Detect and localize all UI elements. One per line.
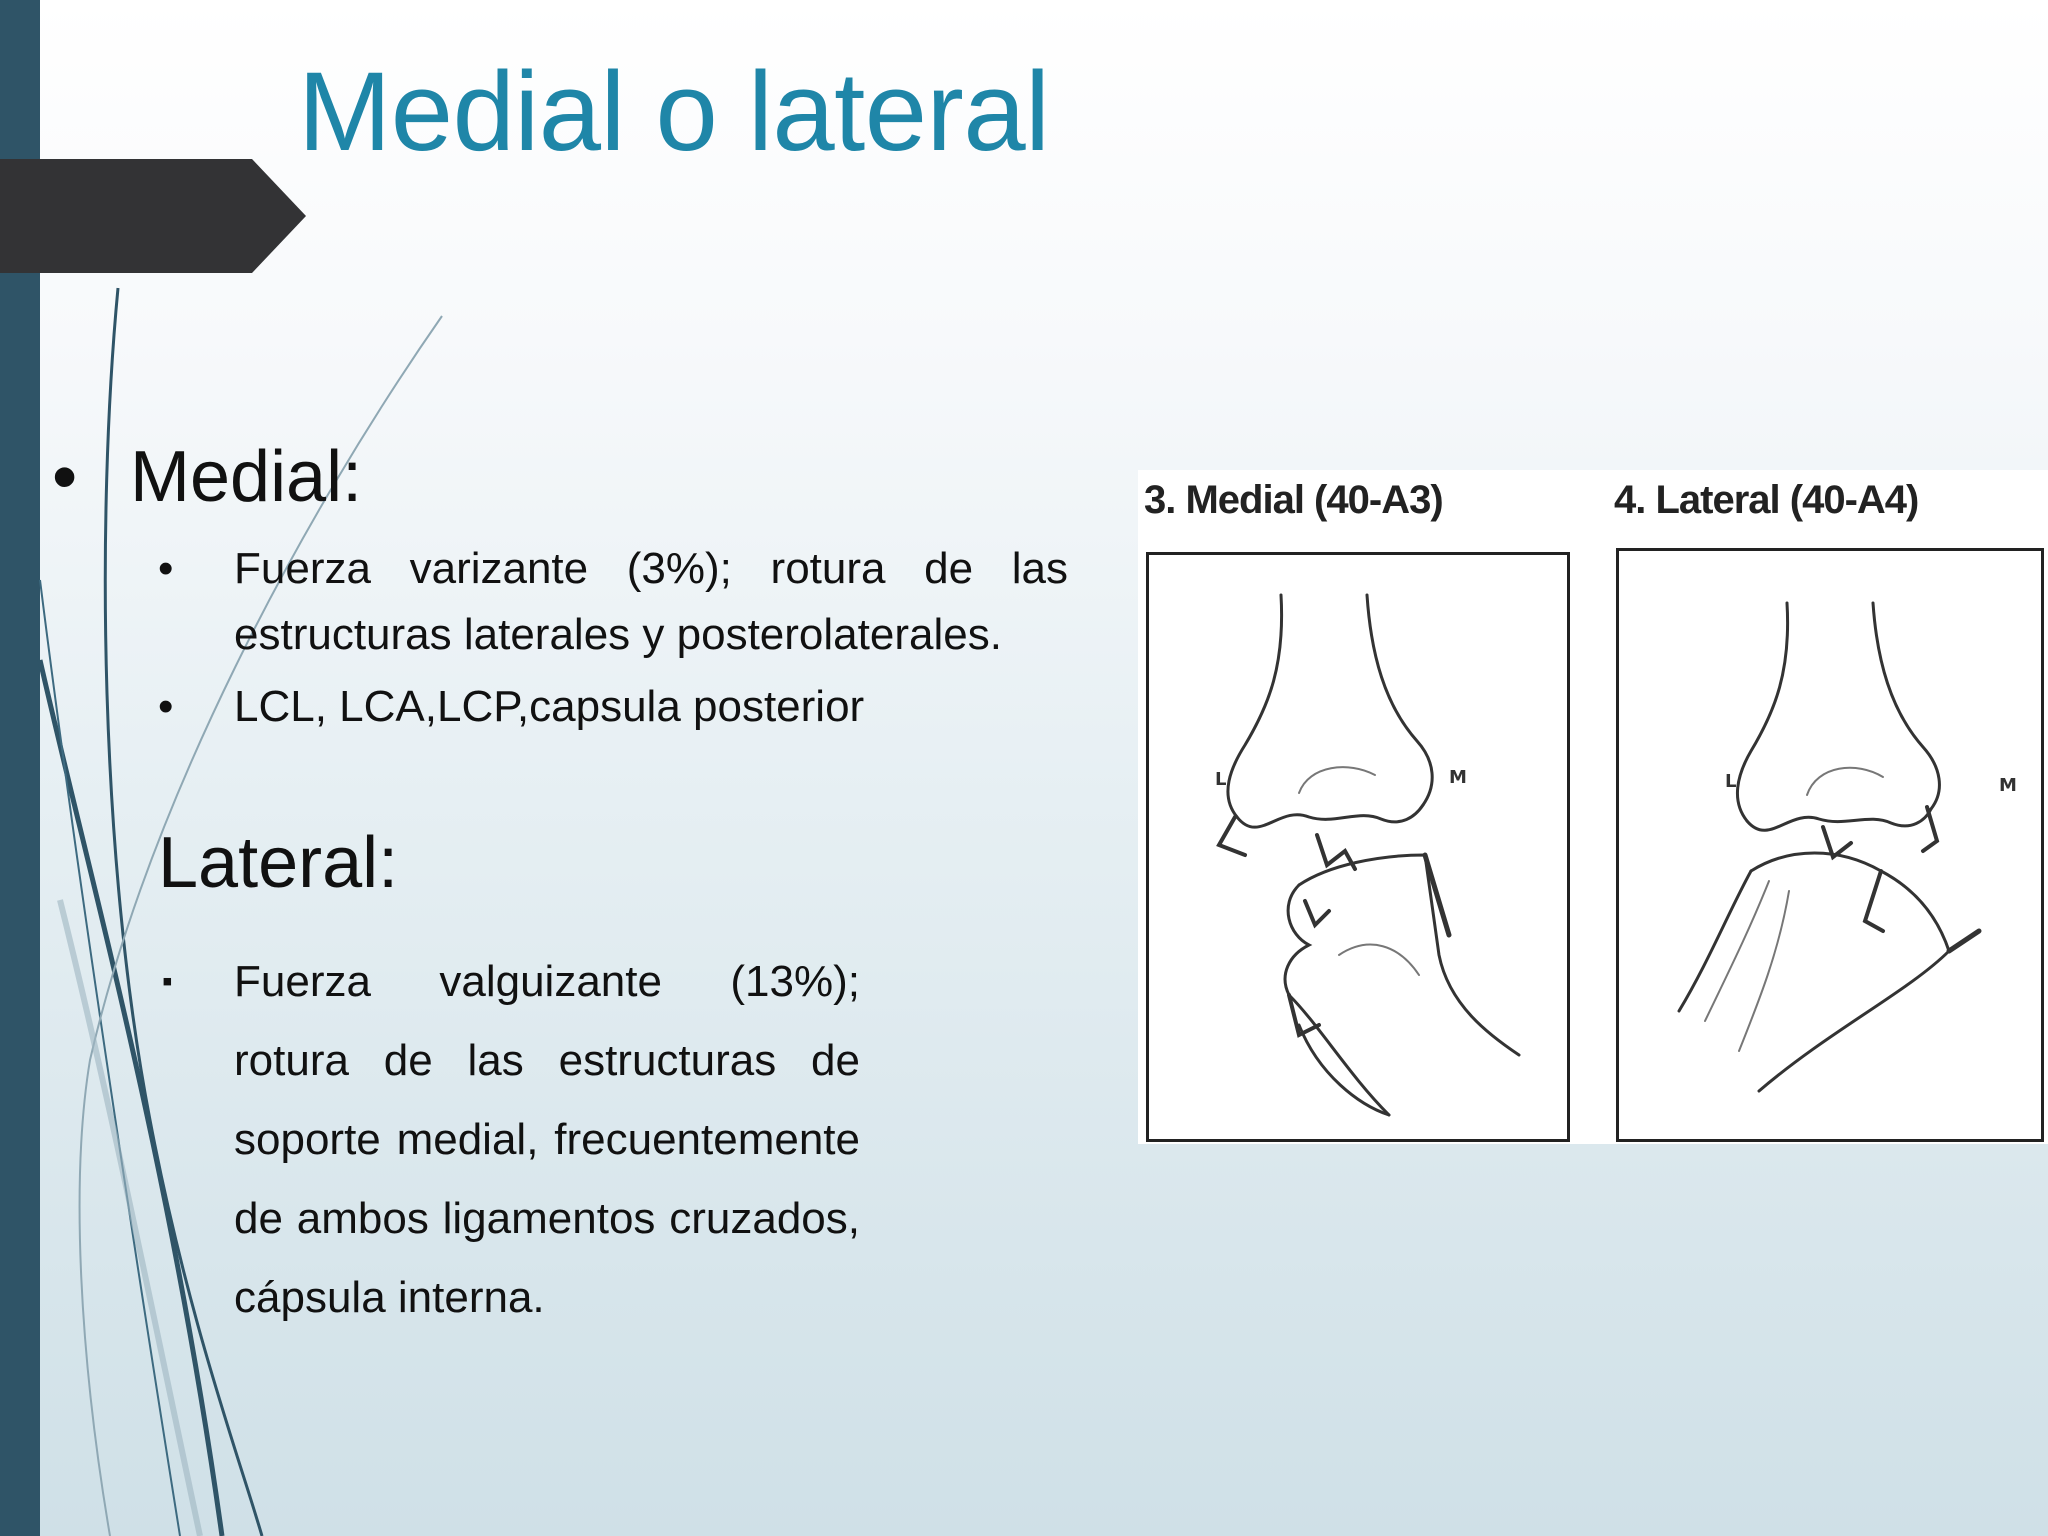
bullet-dot: • [158,682,174,731]
bullet-dot: • [158,544,174,593]
marker-left: L [1725,771,1737,792]
bullet-square: ▪ [162,965,173,998]
medial-dislocation-panel [1146,552,1570,1142]
figure-label-lateral: 4. Lateral (40-A4) [1614,478,1919,522]
medial-list [158,536,1068,740]
figure-label-medial: 3. Medial (40-A3) [1144,478,1443,522]
lateral-list [158,942,860,1337]
medial-item [158,536,1068,668]
medial-item [158,674,1068,740]
medial-item-text: Fuerza varizante (3%); rotura de las estructuras laterales y posterolaterales. [234,544,1068,659]
medial-dislocation-drawing [1149,555,1567,1139]
lateral-item-text: Fuerza valguizante (13%); rotura de las estructuras de soporte medial, frecuentemente de ambos ligamentos cruzados, cápsula interna. [234,957,860,1322]
knee-dislocation-figure [1138,470,2048,1144]
lateral-item [158,942,860,1337]
marker-left: L [1215,769,1227,790]
medial-heading-text: Medial: [130,437,363,517]
medial-item-text: LCL, LCA,LCP,capsula posterior [234,682,865,731]
marker-right: M [1999,775,2017,796]
slide-title: Medial o lateral [298,49,1050,174]
marker-right: M [1449,767,1467,788]
lateral-dislocation-drawing [1619,551,2041,1139]
title-arrow-tab [0,159,310,273]
lateral-heading: Lateral: [158,823,399,903]
medial-heading-bullet: • [52,437,78,517]
lateral-dislocation-panel [1616,548,2044,1142]
medial-heading [52,432,362,522]
